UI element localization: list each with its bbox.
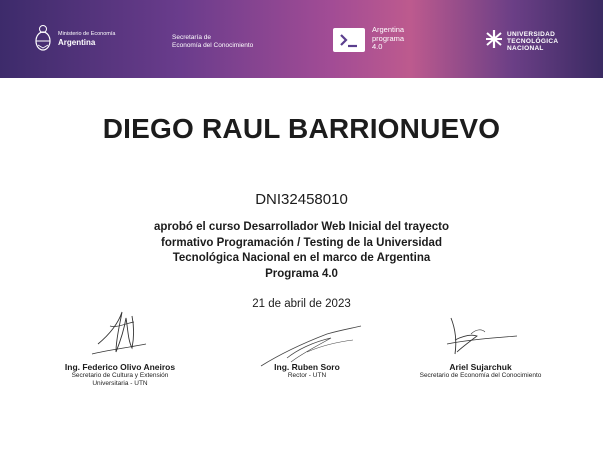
dni-number: 32458010 bbox=[281, 191, 348, 208]
signatory-name-1: Ing. Federico Olivo Aneiros bbox=[64, 362, 176, 372]
signatory-name-2: Ing. Ruben Soro bbox=[274, 362, 340, 372]
university-line1: UNIVERSIDAD bbox=[507, 31, 556, 38]
signatory-name-3: Ariel Sujarchuk bbox=[449, 362, 512, 372]
dni bbox=[0, 191, 603, 208]
ministry-label bbox=[58, 31, 115, 48]
issue-date: 21 de abril de 2023 bbox=[252, 298, 351, 310]
secretariat-line1: Secretaría de bbox=[172, 34, 212, 41]
signature-drawing-1 bbox=[90, 304, 150, 362]
signature-block-3 bbox=[393, 362, 568, 380]
program-line2: programa bbox=[372, 33, 405, 43]
secretariat-label bbox=[172, 34, 253, 50]
signatory-role-1a: Secretario de Cultura y Extensión bbox=[71, 372, 169, 379]
university-line2: TECNOLÓGICA bbox=[507, 38, 559, 45]
university-label bbox=[507, 31, 558, 52]
course-description: aprobó el curso Desarrollador Web Inicial del trayecto formativo Programación / Testing de la Universidad Tecnológica Nacional en el marco de Argentina Programa 4.0 bbox=[153, 221, 450, 280]
program-logo bbox=[333, 28, 365, 52]
ministry-line2: Argentina bbox=[58, 38, 96, 47]
signatory-role-1b: Universitaria - UTN bbox=[92, 380, 148, 387]
program-line1: Argentina bbox=[372, 25, 405, 34]
signature-block-1 bbox=[40, 362, 200, 388]
program-label bbox=[372, 26, 404, 52]
terminal-prompt-icon bbox=[333, 28, 365, 52]
university-line3: NACIONAL bbox=[507, 45, 544, 52]
ministry-line1: Ministerio de Economía bbox=[58, 31, 116, 37]
signatory-role-2: Rector - UTN bbox=[287, 372, 327, 379]
signature-block-2 bbox=[237, 362, 377, 380]
recipient-name: DIEGO RAUL BARRIONUEVO bbox=[102, 113, 501, 144]
header-banner bbox=[0, 0, 603, 78]
secretariat-line2: Economía del Conocimiento bbox=[172, 42, 254, 49]
program-line3: 4.0 bbox=[372, 42, 383, 51]
utn-emblem-icon bbox=[485, 29, 503, 49]
signature-drawing-3 bbox=[441, 314, 521, 360]
coat-of-arms-icon bbox=[34, 24, 52, 54]
signature-drawing-2 bbox=[257, 322, 367, 372]
signatory-role-3: Secretario de Economía del Conocimiento bbox=[419, 372, 542, 379]
dni-label: DNI bbox=[255, 191, 282, 208]
